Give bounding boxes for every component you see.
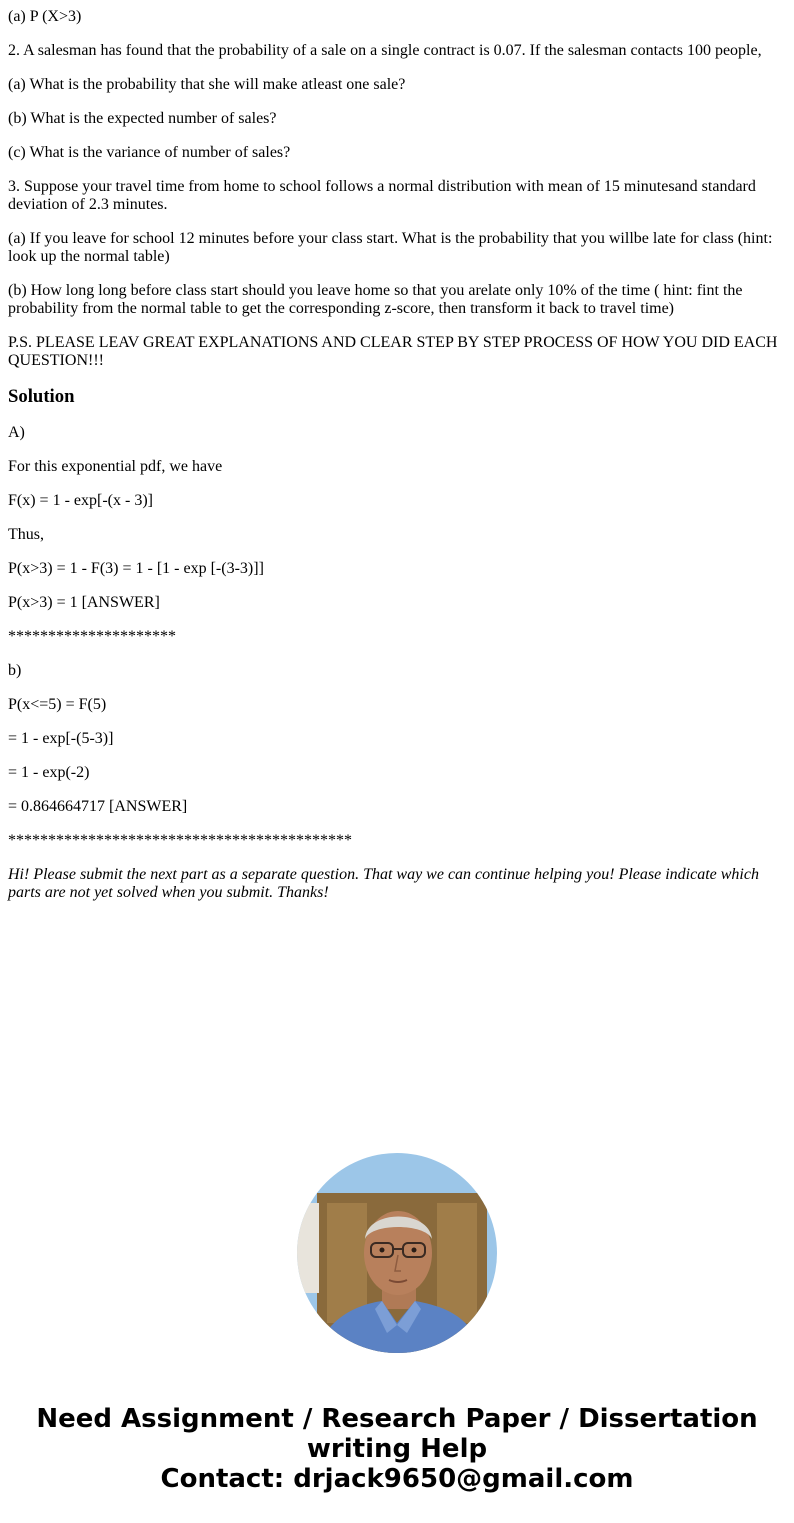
solution-line: = 0.864664717 [ANSWER]: [8, 798, 188, 815]
question-part-a: (a) P (X>3): [8, 8, 82, 25]
document-body: [8, 8, 786, 918]
tutor-portrait-icon: [297, 1153, 497, 1353]
solution-separator: *******************************************: [8, 832, 352, 849]
question-2-text: 2. A salesman has found that the probability of a sale on a single contract is 0.07. If the salesman contacts 100 people,: [8, 42, 762, 59]
solution-line: P(x>3) = 1 [ANSWER]: [8, 594, 160, 611]
question-2-c: (c) What is the variance of number of sales?: [8, 144, 291, 161]
question-ps: P.S. PLEASE LEAV GREAT EXPLANATIONS AND CLEAR STEP BY STEP PROCESS OF HOW YOU DID EACH QUESTION!!!: [8, 334, 778, 369]
tutor-avatar: [297, 1153, 497, 1353]
question-3-text: 3. Suppose your travel time from home to school follows a normal distribution with mean of 15 minutesand standard deviation of 2.3 minutes.: [8, 178, 756, 213]
question-2-a: (a) What is the probability that she will make atleast one sale?: [8, 76, 406, 93]
promo-line-2: writing Help: [306, 1434, 488, 1464]
solution-line: Thus,: [8, 526, 44, 543]
solution-line: A): [8, 424, 25, 441]
question-3-b: (b) How long long before class start should you leave home so that you arelate only 10% of the time ( hint: fint the probability from the normal table to get the corresponding z-score, then transform it back to travel time): [8, 282, 743, 317]
solution-line: F(x) = 1 - exp[-(x - 3)]: [8, 492, 153, 509]
question-2-b: (b) What is the expected number of sales?: [8, 110, 277, 127]
solution-separator: *********************: [8, 628, 176, 645]
question-3-a: (a) If you leave for school 12 minutes before your class start. What is the probability that you willbe late for class (hint: look up the normal table): [8, 230, 773, 265]
promo-banner: [0, 1404, 794, 1494]
solution-line: For this exponential pdf, we have: [8, 458, 223, 475]
solution-note: Hi! Please submit the next part as a separate question. That way we can continue helping you! Please indicate which parts are not yet solved when you submit. Thanks!: [8, 866, 759, 901]
solution-line: P(x<=5) = F(5): [8, 696, 107, 713]
promo-contact: Contact: drjack9650@gmail.com: [160, 1464, 634, 1494]
solution-line: = 1 - exp[-(5-3)]: [8, 730, 114, 747]
promo-line-1: Need Assignment / Research Paper / Dissertation: [36, 1404, 758, 1434]
solution-line: b): [8, 662, 22, 679]
solution-line: P(x>3) = 1 - F(3) = 1 - [1 - exp [-(3-3)]]: [8, 560, 264, 577]
solution-line: = 1 - exp(-2): [8, 764, 90, 781]
solution-heading: Solution: [8, 386, 75, 407]
